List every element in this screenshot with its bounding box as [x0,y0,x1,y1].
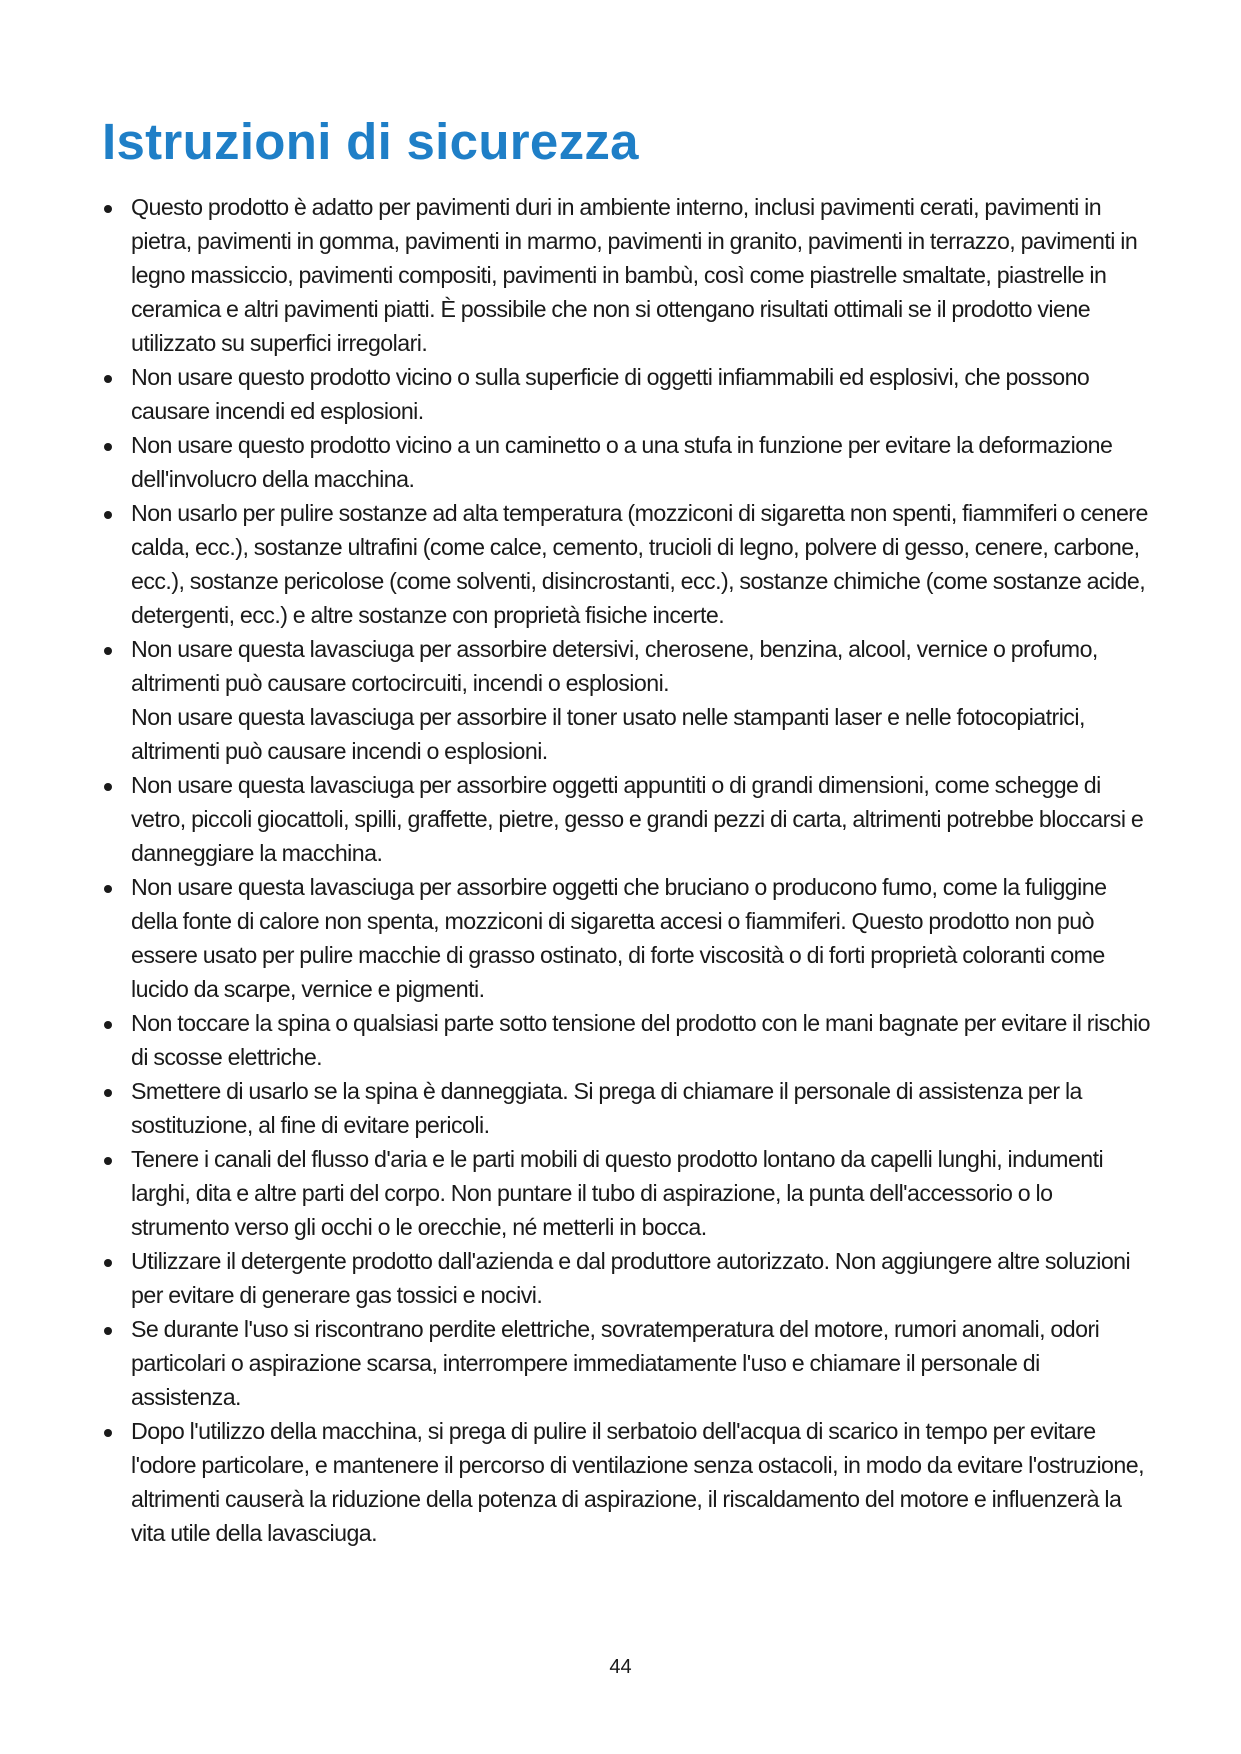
bullet-icon [104,783,112,791]
list-item-text: Non usare questa lavasciuga per assorbire oggetti appuntiti o di grandi dimensioni, come schegge di vetro, piccoli giocattoli, spilli, graffette, pietre, gesso e grandi pezzi di carta, altrimenti potrebbe bloccarsi e danneggiare la macchina. [131,772,1144,866]
bullet-icon [104,885,112,893]
safety-instructions-list [102,190,1152,1550]
bullet-icon [104,1021,112,1029]
list-item [102,360,1152,428]
bullet-icon [104,647,112,655]
list-item-text: Non usare questa lavasciuga per assorbire detersivi, cherosene, benzina, alcool, vernice o profumo, altrimenti può causare cortocircuiti, incendi o esplosioni. [131,636,1098,696]
bullet-icon [104,375,112,383]
list-item [102,870,1152,1006]
list-item-text: Tenere i canali del flusso d'aria e le parti mobili di questo prodotto lontano da capelli lunghi, indumenti larghi, dita e altre parti del corpo. Non puntare il tubo di aspirazione, la punta dell'accessorio o lo strumento verso gli occhi o le orecchie, né metterli in bocca. [131,1146,1104,1240]
bullet-icon [104,443,112,451]
list-item-text: Smettere di usarlo se la spina è danneggiata. Si prega di chiamare il personale di assistenza per la sostituzione, al fine di evitare pericoli. [131,1078,1082,1138]
page-title: Istruzioni di sicurezza [102,113,639,170]
bullet-icon [104,1429,112,1437]
list-item [102,1414,1152,1550]
list-item-text: Non toccare la spina o qualsiasi parte sotto tensione del prodotto con le mani bagnate per evitare il rischio di scosse elettriche. [131,1010,1150,1070]
list-item [102,1142,1152,1244]
list-item [102,428,1152,496]
bullet-icon [104,1259,112,1267]
bullet-icon [104,205,112,213]
list-item-text: Non usare questa lavasciuga per assorbire il toner usato nelle stampanti laser e nelle fotocopiatrici, altrimenti può causare incendi o esplosioni. [131,704,1085,764]
list-item [102,190,1152,360]
bullet-icon [104,511,112,519]
list-item-text: Se durante l'uso si riscontrano perdite elettriche, sovratemperatura del motore, rumori anomali, odori particolari o aspirazione scarsa, interrompere immediatamente l'uso e chiamare il personale di assistenza. [131,1316,1100,1410]
list-item-text: Dopo l'utilizzo della macchina, si prega di pulire il serbatoio dell'acqua di scarico in tempo per evitare l'odore particolare, e mantenere il percorso di ventilazione senza ostacoli, in modo da evitare l'ostruzione, altrimenti causerà la riduzione della potenza di aspirazione, il riscaldamento del motore e influenzerà la vita utile della lavasciuga. [131,1418,1144,1546]
list-item [102,768,1152,870]
bullet-icon [104,1089,112,1097]
list-item-text: Non usare questa lavasciuga per assorbire oggetti che bruciano o producono fumo, come la fuliggine della fonte di calore non spenta, mozziconi di sigaretta accesi o fiammiferi. Questo prodotto non può essere usato per pulire macchie di grasso ostinato, di forte viscosità o di forti proprietà coloranti come lucido da scarpe, vernice e pigmenti. [131,874,1107,1002]
list-item-text: Non usarlo per pulire sostanze ad alta temperatura (mozziconi di sigaretta non spenti, fiammiferi o cenere calda, ecc.), sostanze ultrafini (come calce, cemento, trucioli di legno, polvere di gesso, cenere, carbone, ecc.), sostanze pericolose (come solventi, disincrostanti, ecc.), sostanze chimiche (come sostanze acide, detergenti, ecc.) e altre sostanze con proprietà fisiche incerte. [131,500,1148,628]
list-item [102,496,1152,632]
list-item [102,1074,1152,1142]
list-item [102,1006,1152,1074]
list-item [102,1244,1152,1312]
list-item-text: Utilizzare il detergente prodotto dall'azienda e dal produttore autorizzato. Non aggiungere altre soluzioni per evitare di generare gas tossici e nocivi. [131,1248,1131,1308]
list-item-text: Non usare questo prodotto vicino o sulla superficie di oggetti infiammabili ed esplosivi, che possono causare incendi ed esplosioni. [131,364,1090,424]
list-item-text: Questo prodotto è adatto per pavimenti duri in ambiente interno, inclusi pavimenti cerati, pavimenti in pietra, pavimenti in gomma, pavimenti in marmo, pavimenti in granito, pavimenti in terrazzo, pavimenti in legno massiccio, pavimenti compositi, pavimenti in bambù, così come piastrelle smaltate, piastrelle in ceramica e altri pavimenti piatti. È possibile che non si ottengano risultati ottimali se il prodotto viene utilizzato su superfici irregolari. [131,194,1138,356]
list-item [102,1312,1152,1414]
page-number: 44 [609,1656,632,1678]
bullet-icon [104,1157,112,1165]
bullet-icon [104,1327,112,1335]
list-item [102,632,1152,768]
list-item-text: Non usare questo prodotto vicino a un caminetto o a una stufa in funzione per evitare la deformazione dell'involucro della macchina. [131,432,1113,492]
